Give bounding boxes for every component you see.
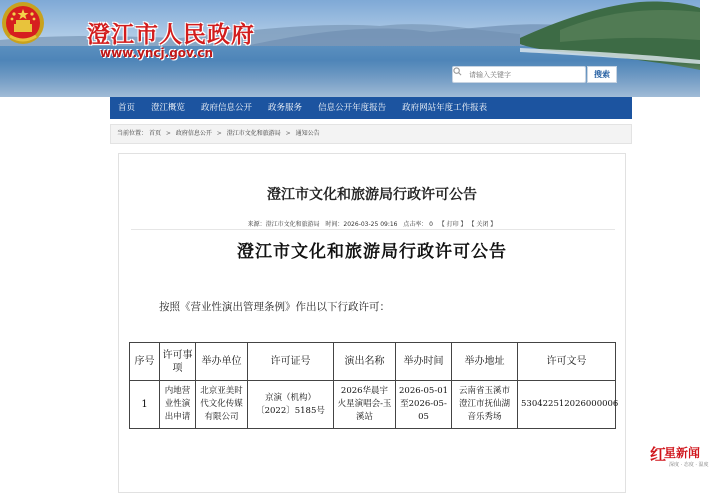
nav-item-info-disclosure[interactable]: 政府信息公开	[201, 103, 253, 113]
table-header-row	[130, 343, 616, 381]
cell-item: 内地营业性演出申请	[160, 381, 196, 429]
breadcrumb-item-home[interactable]: 首页	[148, 130, 161, 137]
print-button[interactable]: 【 打印 】	[438, 221, 467, 228]
close-button[interactable]: 【 关闭 】	[468, 221, 497, 228]
article-time: 时间：2026-03-25 09:16	[325, 221, 398, 228]
permit-table	[129, 342, 619, 429]
site-banner	[0, 0, 700, 97]
nav-item-overview[interactable]: 澄江概览	[151, 103, 186, 113]
nav-item-website-report[interactable]: 政府网站年度工作报表	[402, 103, 488, 113]
cell-license-no: 京演（机构）〔2022〕5185号	[248, 381, 334, 429]
cell-organizer: 北京亚美时代文化传媒有限公司	[196, 381, 248, 429]
search-box	[452, 66, 586, 83]
article-clicks: 0	[429, 221, 433, 228]
header-cell-permit-no: 许可文号	[518, 343, 616, 381]
breadcrumb-separator: >	[216, 130, 222, 137]
site-url[interactable]: www.yncj.gov.cn	[100, 46, 214, 60]
header-cell-venue: 举办地址	[452, 343, 518, 381]
watermark-logo: 红	[650, 445, 667, 464]
article-heading: 澄江市文化和旅游局行政许可公告	[267, 187, 477, 203]
article-card	[118, 153, 626, 493]
cell-show-name: 2026华晨宇火星演唱会-玉溪站	[334, 381, 396, 429]
national-emblem-icon	[0, 0, 46, 46]
cell-time: 2026-05-01至2026-05-05	[396, 381, 452, 429]
nav-item-services[interactable]: 政务服务	[268, 103, 303, 113]
breadcrumb-separator: >	[285, 130, 291, 137]
header-cell-show-name: 演出名称	[334, 343, 396, 381]
article-clicks-label: 点击率：	[403, 221, 428, 228]
breadcrumb-item-notices[interactable]: 通知公告	[295, 130, 320, 137]
watermark-subtext: 深度 · 态度 · 温度	[669, 462, 709, 468]
search-icon	[453, 67, 462, 76]
main-nav	[110, 97, 632, 119]
header-cell-license-no: 许可证号	[248, 343, 334, 381]
breadcrumb-item-department[interactable]: 澄江市文化和旅游局	[226, 130, 281, 137]
document-intro: 按照《营业性演出管理条例》作出以下行政许可：	[159, 301, 390, 313]
cell-permit-no: 530422512026000006	[518, 381, 616, 429]
table-row	[130, 381, 616, 429]
breadcrumb-label: 当前位置：	[117, 130, 148, 137]
breadcrumb-item-info-disclosure[interactable]: 政府信息公开	[175, 130, 212, 137]
header-cell-index: 序号	[130, 343, 160, 381]
article-source: 来源：澄江市文化和旅游局	[247, 221, 320, 228]
header-cell-organizer: 举办单位	[196, 343, 248, 381]
header-cell-time: 举办时间	[396, 343, 452, 381]
search-button[interactable]: 搜索	[587, 66, 617, 83]
search-input[interactable]	[469, 68, 583, 81]
cell-index: 1	[130, 381, 160, 429]
site-title[interactable]: 澄江市人民政府	[87, 22, 255, 48]
breadcrumb	[110, 124, 632, 144]
divider	[131, 229, 615, 230]
breadcrumb-separator: >	[165, 130, 171, 137]
cell-venue: 云南省玉溪市澄江市抚仙湖音乐秀场	[452, 381, 518, 429]
article-meta	[119, 219, 625, 228]
document-title: 澄江市文化和旅游局行政许可公告	[237, 242, 507, 262]
nav-item-annual-report[interactable]: 信息公开年度报告	[318, 103, 387, 113]
nav-item-home[interactable]: 首页	[118, 103, 136, 113]
header-cell-item: 许可事项	[160, 343, 196, 381]
watermark-text: 星新闻	[664, 446, 701, 460]
